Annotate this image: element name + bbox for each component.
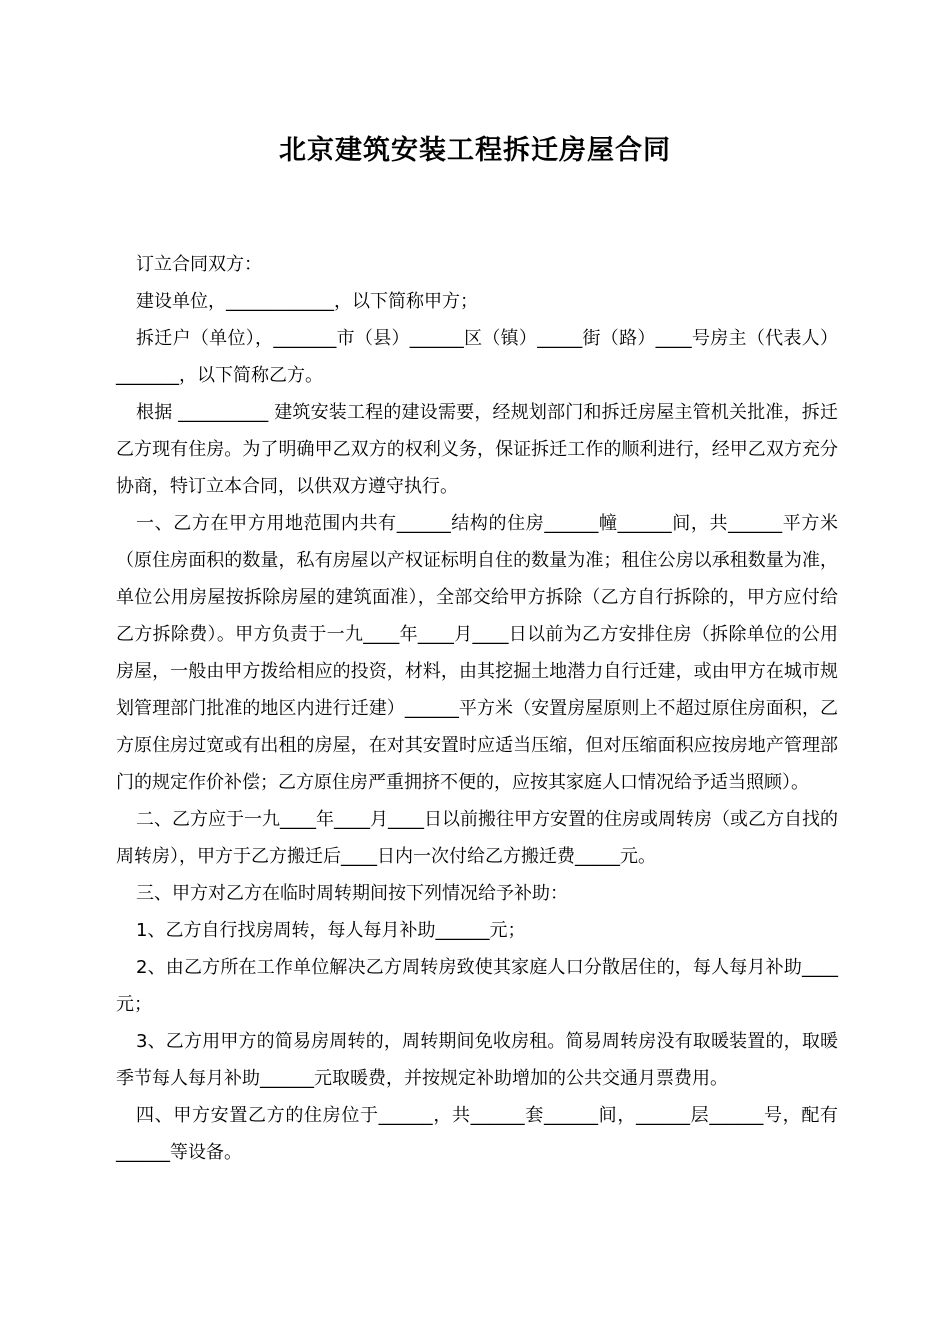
paragraph-clause-4: 四、甲方安置乙方的住房位于______，共______套______间，______层______号，配有______等设备。 [116,1105,838,1163]
paragraph-clause-1: 一、乙方在甲方用地范围内共有______结构的住房______幢______间，共______平方米（原住房面积的数量，私有房屋以产权证标明自住的数量为准；租住公房以承租数量为准，单位公用房屋按拆除房屋的建筑面准），全部交给甲方拆除（乙方自行拆除的，甲方应付给乙方拆除费）。甲方负责于一九____年____月____日以前为乙方安排住房（拆除单位的公用房屋，一般由甲方拨给相应的投资，材料，由其挖掘土地潜力自行迁建，或由甲方在城市规划管理部门批准的地区内进行迁建）______平方米（安置房屋原则上不超过原住房面积，乙方原住房过宽或有出租的房屋，在对其安置时应适当压缩，但对压缩面积应按房地产管理部门的规定作价补偿；乙方原住房严重拥挤不便的，应按其家庭人口情况给予适当照顾）。 [116,513,838,793]
paragraph-parties-heading: 订立合同双方： [136,254,262,275]
paragraph-clause-2: 二、乙方应于一九____年____月____日以前搬往甲方安置的住房或周转房（或乙方自找的周转房），甲方于乙方搬迁后____日内一次付给乙方搬迁费_____元。 [116,809,838,867]
paragraph-clause-3-item-1: 1、乙方自行找房周转，每人每月补助______元； [136,920,526,941]
document-body [116,246,838,1171]
paragraph-preamble: 根据 __________ 建筑安装工程的建设需要，经规划部门和拆迁房屋主管机关批准，拆迁乙方现有住房。为了明确甲乙双方的权利义务，保证拆迁工作的顺利进行，经甲乙双方充分协商，特订立本合同，以供双方遵守执行。 [116,402,838,497]
paragraph-clause-3-item-3: 3、乙方用甲方的简易房周转的，周转期间免收房租。简易周转房没有取暖装置的，取暖季节每人每月补助______元取暖费，并按规定补助增加的公共交通月票费用。 [116,1031,838,1089]
paragraph-clause-3: 三、甲方对乙方在临时周转期间按下列情况给予补助： [136,883,568,904]
document-title: 北京建筑安装工程拆迁房屋合同 [279,135,671,166]
paragraph-party-a: 建设单位，____________，以下简称甲方； [136,291,478,312]
paragraph-party-b: 拆迁户（单位），_______市（县）______区（镇）_____街（路）____号房主（代表人）_______，以下简称乙方。 [116,328,838,386]
paragraph-clause-3-item-2: 2、由乙方所在工作单位解决乙方周转房致使其家庭人口分散居住的，每人每月补助____元； [116,957,838,1015]
